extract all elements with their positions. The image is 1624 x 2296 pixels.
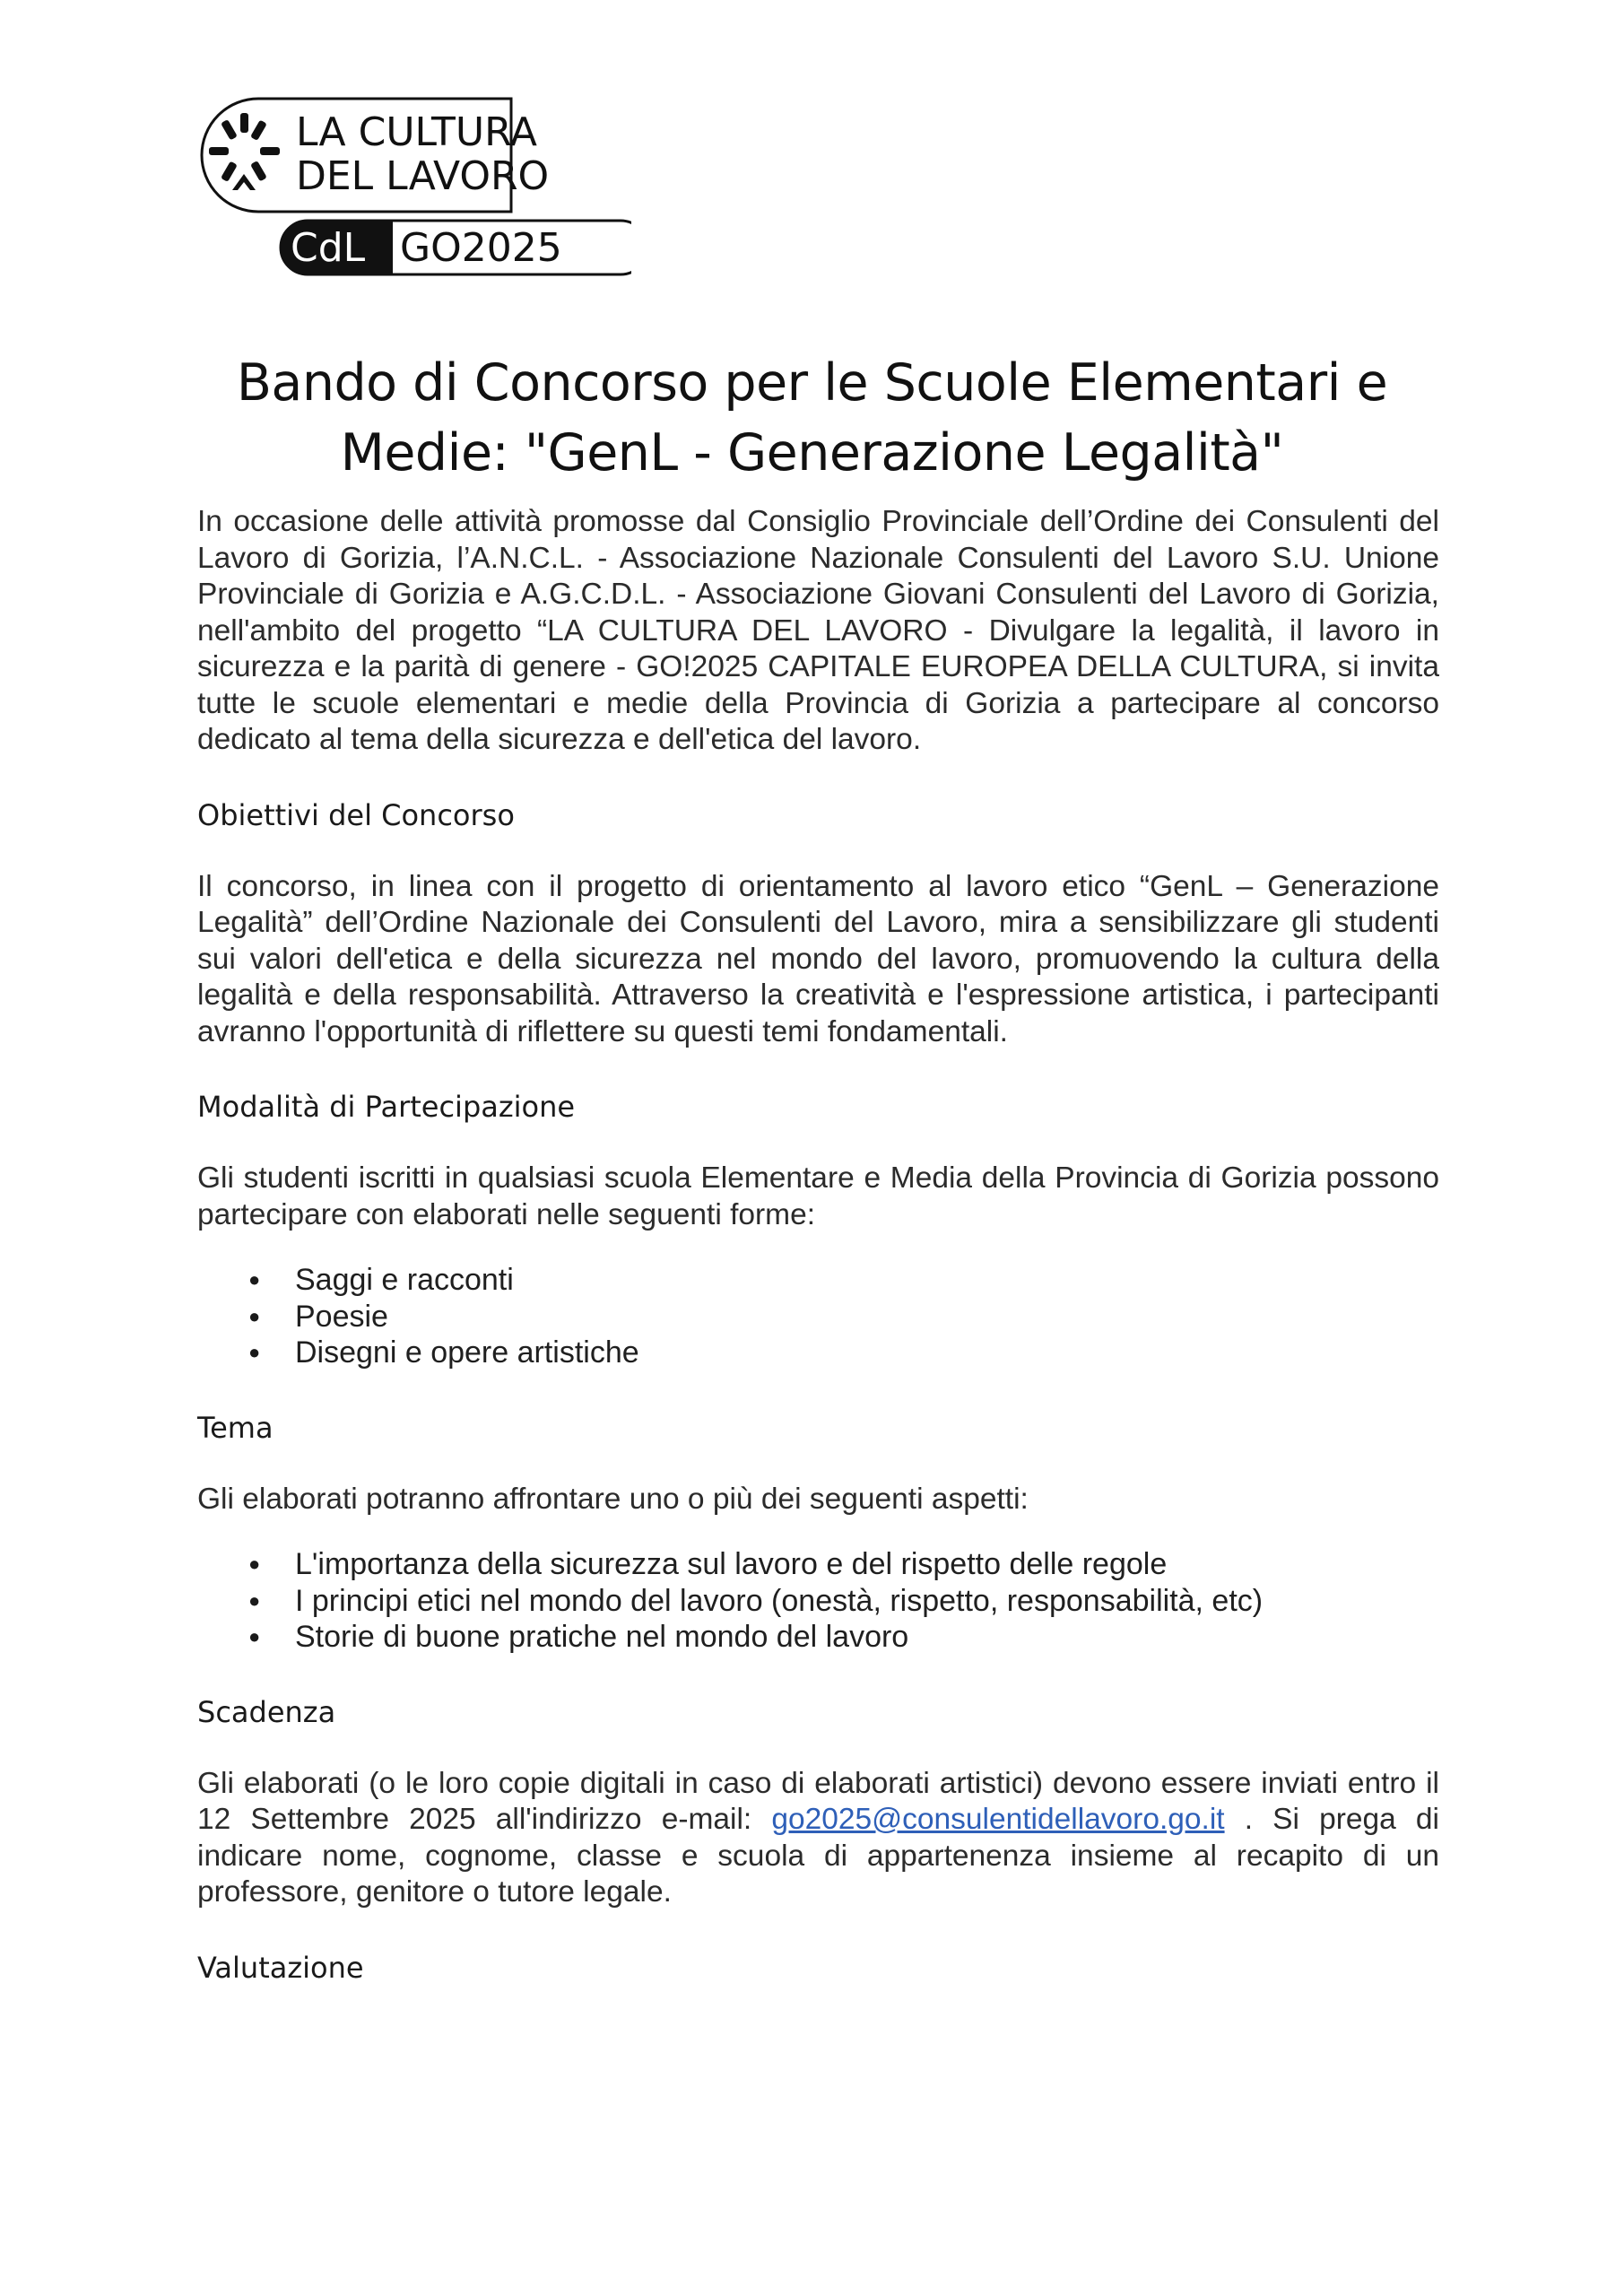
heading-objectives: Obiettivi del Concorso <box>197 797 515 832</box>
objectives-paragraph: Il concorso, in linea con il progetto di orientamento al lavoro etico “GenL – Generazione Legalità” dell’Ordine Nazionale dei Consulenti del Lavoro, mira a sensibilizzare gli studenti sui valori dell'etica e della sicurezza nel mondo del lavoro, promuovendo la cultura della legalità e della responsabilità. Attraverso la creatività e l'espressione artistica, i partecipanti avranno l'opportunità di riflettere su questi temi fondamentali. <box>197 869 1439 1048</box>
heading-deadline: Scadenza <box>197 1694 336 1729</box>
starburst-icon <box>209 113 280 190</box>
heading-evaluation: Valutazione <box>197 1950 364 1985</box>
participation-paragraph: Gli studenti iscritti in qualsiasi scuola Elementare e Media della Provincia di Gorizia possono partecipare con elaborati nelle seguenti forme: <box>197 1161 1439 1231</box>
deadline-text-before: Gli elaborati (o le loro copie digitali in caso di elaborati artistici) devono essere inviati entro il 12 Settembre 2025 all'indirizzo e-mail: <box>197 1766 1439 1836</box>
list-item: ● Saggi e racconti <box>197 1262 1439 1299</box>
list-item: ● Disegni e opere artistiche <box>197 1335 1439 1371</box>
logo <box>195 97 631 278</box>
title-line-1: Bando di Concorso per le Scuole Elementari e <box>236 353 1388 413</box>
list-item: ● I principi etici nel mondo del lavoro (onestà, rispetto, responsabilità, etc) <box>197 1583 1439 1620</box>
logo-line2: DEL LAVORO <box>296 153 550 199</box>
theme-list <box>197 1546 1439 1656</box>
heading-theme: Tema <box>197 1410 274 1445</box>
list-item: ● Storie di buone pratiche nel mondo del lavoro <box>197 1619 1439 1656</box>
logo-graphic <box>195 97 631 278</box>
list-item: ● L'importanza della sicurezza sul lavoro e del rispetto delle regole <box>197 1546 1439 1583</box>
logo-line1: LA CULTURA <box>296 109 537 155</box>
participation-list <box>197 1262 1439 1371</box>
deadline-paragraph <box>197 1766 1439 1911</box>
deadline-text-after: . Si prega di indicare nome, cognome, classe e scuola di appartenenza insieme al recapito di un professore, genitore o tutore legale. <box>197 1803 1439 1909</box>
list-item: ● Poesie <box>197 1299 1439 1335</box>
heading-participation: Modalità di Partecipazione <box>197 1090 576 1124</box>
document-body <box>197 504 1439 1986</box>
logo-suffix: GO2025 <box>400 225 562 271</box>
page-title <box>135 348 1489 488</box>
logo-badge: CdL <box>291 225 366 271</box>
email-link[interactable]: go2025@consulentidellavoro.go.it <box>771 1803 1225 1836</box>
intro-paragraph: In occasione delle attività promosse dal Consiglio Provinciale dell’Ordine dei Consulenti del Lavoro di Gorizia, l’A.N.C.L. - Associazione Nazionale Consulenti del Lavoro S.U. Unione Provinciale di Gorizia e A.G.C.D.L. - Associazione Giovani Consulenti del Lavoro di Gorizia, nell'ambito del progetto “LA CULTURA DEL LAVORO - Divulgare la legalità, il lavoro in sicurezza e la parità di genere - GO!2025 CAPITALE EUROPEA DELLA CULTURA, si invita tutte le scuole elementari e medie della Provincia di Gorizia a partecipare al concorso dedicato al tema della sicurezza e dell'etica del lavoro. <box>197 505 1439 756</box>
title-line-2: Medie: "GenL - Generazione Legalità" <box>340 423 1284 483</box>
theme-paragraph: Gli elaborati potranno affrontare uno o più dei seguenti aspetti: <box>197 1482 1029 1516</box>
